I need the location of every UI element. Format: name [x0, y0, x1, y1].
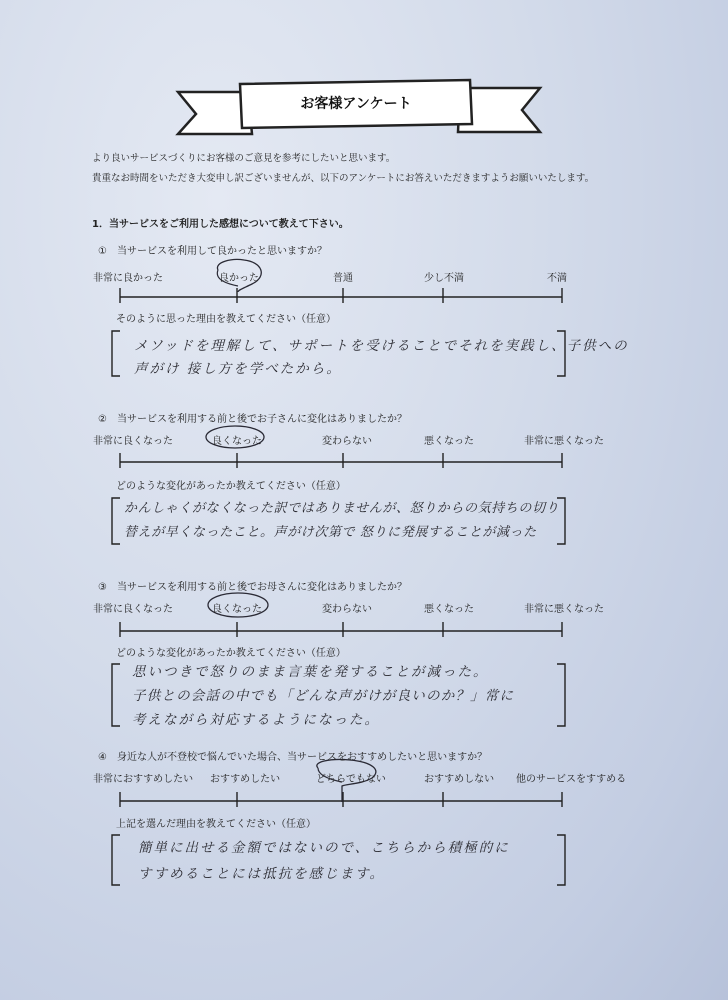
q3-option-1: 非常に良くなった [93, 604, 173, 615]
q3-answer-line-3: 考えながら対応するようになった。 [132, 712, 380, 728]
q3-option-2: 良くなった [212, 604, 262, 615]
q2-answer-line-2: 替えが早くなったこと。声がけ次第で 怒りに発展することが減った [124, 525, 537, 540]
page-title: お客様アンケート [300, 96, 412, 112]
q3-answer-line-2: 子供との会話の中でも「どんな声がけが良いのか？」常に [132, 688, 515, 704]
q4-reason-label: 上記を選んだ理由を教えてください（任意） [116, 819, 316, 830]
question-3-heading: ③ 当サービスを利用する前と後でお母さんに変化はありましたか？ [98, 582, 407, 593]
q3-option-3: 変わらない [322, 604, 372, 615]
intro-line-1: より良いサービスづくりにお客様のご意見を参考にしたいと思います。 [92, 153, 396, 164]
question-1-heading: ① 当サービスを利用して良かったと思いますか？ [98, 246, 327, 257]
q1-option-4: 少し不満 [424, 273, 464, 284]
q4-option-2: おすすめしたい [210, 774, 281, 785]
q3-reason-label: どのような変化があったか教えてください（任意） [116, 648, 346, 659]
q4-option-5: 他のサービスをすすめる [516, 774, 627, 785]
q4-option-4: おすすめしない [424, 774, 495, 785]
q2-reason-label: どのような変化があったか教えてください（任意） [116, 481, 346, 492]
q4-option-1: 非常におすすめしたい [93, 774, 194, 785]
question-2-heading: ② 当サービスを利用する前と後でお子さんに変化はありましたか？ [98, 414, 407, 425]
q2-option-5: 非常に悪くなった [524, 436, 604, 447]
q1-answer-line-2: 声がけ 接し方を学べたから。 [134, 361, 342, 377]
q2-option-4: 悪くなった [424, 436, 474, 447]
q1-option-3: 普通 [333, 273, 353, 284]
q2-option-2: 良くなった [212, 436, 262, 447]
q3-answer-line-1: 思いつきで怒りのまま言葉を発することが減った。 [132, 664, 489, 680]
intro-line-2: 貴重なお時間をいただき大変申し訳ございませんが、以下のアンケートにお答えいただきますようお願いいたします。 [92, 173, 595, 184]
q2-option-1: 非常に良くなった [93, 436, 173, 447]
q3-option-4: 悪くなった [424, 604, 474, 615]
q1-option-2: 良かった [219, 273, 259, 284]
q3-option-5: 非常に悪くなった [524, 604, 604, 615]
q4-option-3: どちらでもない [316, 774, 386, 785]
q2-answer-line-1: かんしゃくがなくなった訳ではありませんが、怒りからの気持ちの切り [124, 501, 560, 516]
section-1-heading: 1．当サービスをご利用した感想について教えて下さい。 [92, 219, 349, 230]
q1-reason-label: そのように思った理由を教えてください（任意） [116, 314, 336, 325]
q4-answer-line-1: 簡単に出せる金額ではないので、こちらから積極的に [138, 840, 510, 856]
q1-option-5: 不満 [547, 273, 567, 284]
q1-option-1: 非常に良かった [93, 273, 163, 284]
q1-answer-line-1: メソッドを理解して、サポートを受けることでそれを実践し、子供への [134, 338, 629, 354]
q4-answer-line-2: すすめることには抵抗を感じます。 [138, 866, 386, 882]
q2-option-3: 変わらない [322, 436, 372, 447]
question-4-heading: ④ 身近な人が不登校で悩んでいた場合、当サービスをおすすめしたいと思いますか？ [98, 752, 488, 763]
